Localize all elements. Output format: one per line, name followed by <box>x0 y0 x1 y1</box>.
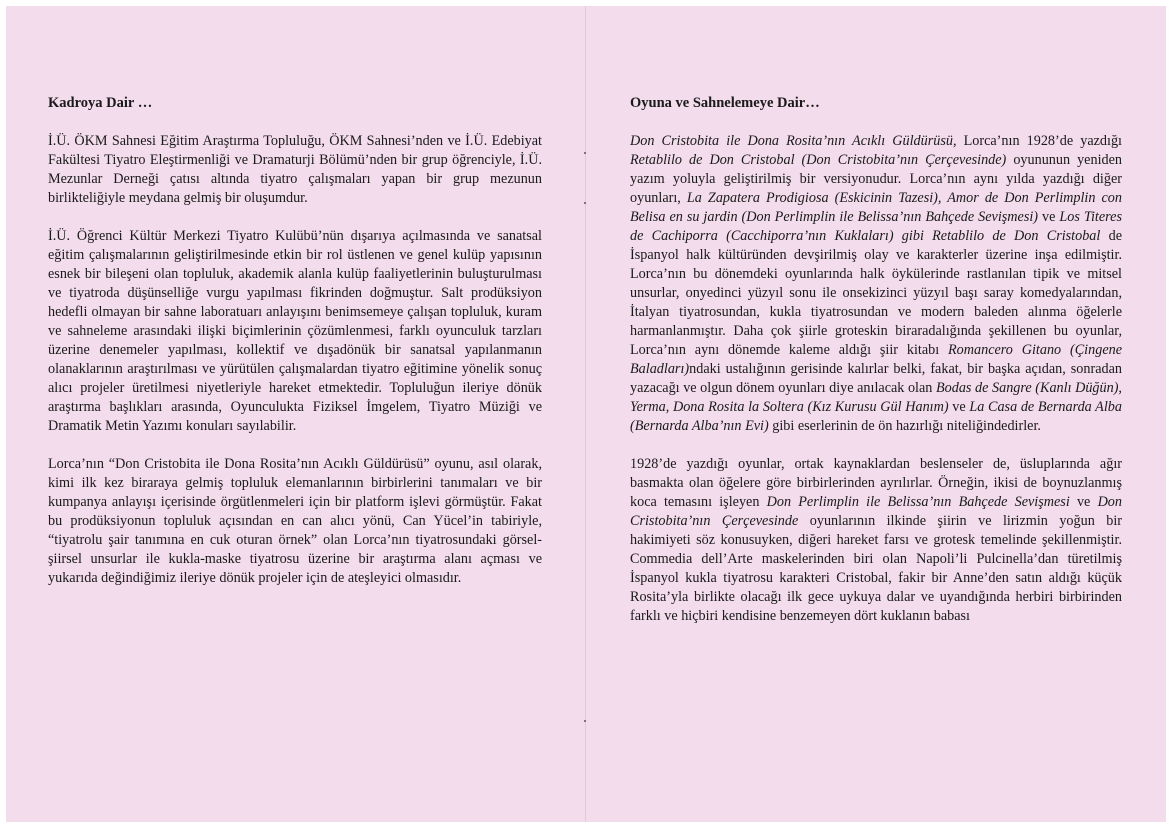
text-run: ve <box>1069 494 1098 510</box>
play-title: Bodas de Sangre (Kanlı Düğün), Yerma, Dona Rosita la Soltera (Kız Kurusu Gül Hanım) <box>630 380 1122 415</box>
right-heading: Oyuna ve Sahnelemeye Dair… <box>630 95 820 111</box>
right-paragraph <box>630 132 1122 436</box>
play-title: Don Cristobita’nın Çerçevesinde <box>630 494 1122 529</box>
text-run: 1928’de yazdığı oyunlar, ortak kaynaklardan beslenseler de, üsluplarında ağır basmakta olan öğelere göre birbirlerinden ayrılırlar. Örneğin, ikisi de boynuzlanmış koca temasını işleyen <box>630 456 1122 510</box>
play-title: Don Perlimplin ile Belissa’nın Bahçede Sevişmesi <box>766 494 1070 510</box>
play-title: La Casa de Bernarda Alba (Bernarda Alba’nın Evi) <box>630 399 1122 434</box>
play-title: Don Cristobita ile Dona Rosita’nın Acıklı Güldürüsü, <box>630 133 957 149</box>
left-paragraph: İ.Ü. Öğrenci Kültür Merkezi Tiyatro Kulübü’nün dışarıya açılmasında ve sanatsal eğitim çalışmalarının geliştirilmesinde etkin bir rol üstlenen ve genel kulüp yapısının esnek bir bileşeni olan topluluk, akademik alanla kulüp faaliyetlerinin buluşturulması ve tiyatroda düşünselliğe vurgu yapılması fikrinden doğmuştur. Salt prodüksiyon hedefli olmayan bir sahne laboratuarı anlayışını benimsemeye çalışan topluluk, kuram ve sahneleme arasındaki ilişki biçimlerinin çözümlenmesi, farklı oyunculuk tarzları üzerine denemeler yapılması, kollektif ve dışadönük bir sanatsal yapılanmanın olanaklarının araştırılması ve yürütülen çalışmalardan tiyatro eğitimine yönelik sonuç alıcı projeler üretilmesi niyetleriyle hareket etmektedir. Topluluğun ileriye dönük araştırma başlıkları arasında, Oyunculukta Fiziksel İmgelem, Tiyatro Müziği ve Dramatik Metin Yazımı konuları sayılabilir. <box>48 228 542 434</box>
text-run: ve <box>1038 209 1060 225</box>
text-run: Lorca’nın 1928’de yazdığı <box>956 133 1122 149</box>
book-title: Romancero Gitano (Çingene Baladları) <box>630 342 1123 377</box>
staple-mark <box>584 152 586 154</box>
text-run: oyununun yeniden yazım yoluyla geliştirilmiş bir versiyonudur. Lorca’nın aynı yılda yazdığı diğer oyunları, <box>630 152 1123 206</box>
play-title: Retablilo de Don Cristobal (Don Cristobita’nın Çerçevesinde) <box>630 152 1007 168</box>
staple-mark <box>584 202 586 204</box>
left-paragraph: Lorca’nın “Don Cristobita ile Dona Rosita’nın Acıklı Güldürüsü” oyunu, asıl olarak, kimi ilk kez biraraya gelmiş topluluk elemanlarının birbirlerini tanımaları ve bir kumpanya anlayışı içerisinde örgütlenmeleri için bir platform işlevi görmüştür. Fakat bu prodüksiyonun topluluk açısından en can alıcı yönü, Can Yücel’in tabiriyle, “tiyatrolu şair tanımına en cuk oturan örnek” olan Lorca’nın tiyatrosundaki görsel-şiirsel unsurlar ile kukla-maske tiyatrosu üzerine bir araştırma alanı açması ve yukarıda değindiğimiz ileriye dönük projeler için de ateşleyici olmasıdır. <box>48 456 542 586</box>
text-run: ndaki ustalığının gerisinde kalırlar belki, fakat, bir başka açıdan, sonradan yazacağı ve olgun dönem oyunları diye anılacak olan <box>630 361 1122 396</box>
text-run: gibi eserlerinin de ön hazırlığı niteliğindedirler. <box>768 418 1041 434</box>
text-run: de İspanyol halk kültüründen devşirilmiş olay ve karakterler üzerine inşa edilmiştir. Lorca’nın bu dönemdeki oyunlarında halk öykülerinde rastlanılan tipik ve mitsel unsurlar, onyedinci yüzyıl sonu ile onsekizinci yüzyıl başı saray komedyalarından, İtalyan tiyatrosundan, kukla tiyatrosundan ve modern baleden alınma öğelerle harmanlanmıştır. Daha çok şiirle groteskin biraradalığında şekillenen bu oyunlar, Lorca’nın aynı dönemde kaleme aldığı şiir kitabı <box>630 228 1122 358</box>
play-title: Los Titeres de Cachiporra (Cacchiporra’nın Kuklaları) gibi Retablilo de Don Cristobal <box>630 209 1122 244</box>
right-paragraph <box>630 455 1122 626</box>
play-title: La Zapatera Prodigiosa (Eskicinin Tazesi), Amor de Don Perlimplin con Belisa en su jardin (Don Perlimplin ile Belissa’nın Bahçede Sevişmesi) <box>630 190 1122 225</box>
staple-mark <box>584 720 586 722</box>
left-paragraph: İ.Ü. ÖKM Sahnesi Eğitim Araştırma Topluluğu, ÖKM Sahnesi’nden ve İ.Ü. Edebiyat Fakültesi Tiyatro Eleştirmenliği ve Dramaturji Bölümü’nden bir grup öğrenciyle, İ.Ü. Mezunlar Derneği çatısı altında tiyatro çalışmaları yapan bir grup mezunun birlikteliğiyle meydana gelmiş bir oluşumdur. <box>48 133 542 206</box>
text-run: ve <box>948 399 970 415</box>
page-fold <box>585 6 586 822</box>
left-heading: Kadroya Dair … <box>48 95 153 111</box>
text-run: oyunlarının ilkinde şiirin ve lirizmin yoğun bir hakimiyeti söz konusuyken, diğeri hareket farsı ve grotesk temelinde şekillenmiştir. Commedia dell’Arte maskelerinden biri olan Napoli’li Pulcinella’dan türetilmiş İspanyol kukla tiyatrosu karakteri Cristobal, fakir bir Anne’den satın aldığı küçük Rosita’yla birlikte olacağı ilk gece uykuya dalar ve uyandığında herbiri birbirinden farklı ve hiçbiri kendisine benzemeyen dört kuklanın babası <box>630 513 1123 624</box>
left-page <box>48 90 542 607</box>
right-page <box>630 90 1122 645</box>
